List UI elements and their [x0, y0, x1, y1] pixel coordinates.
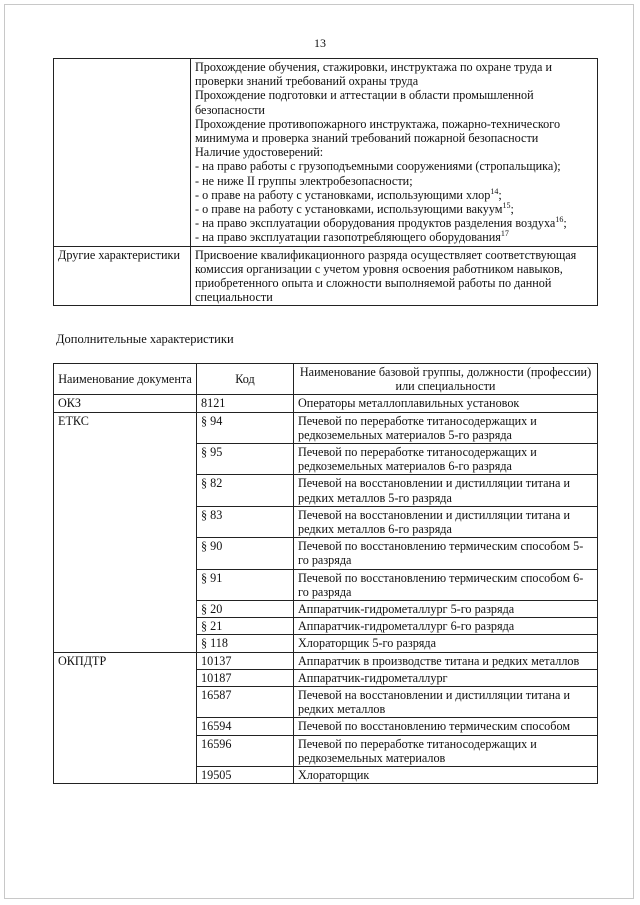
- requirement-text: - на право работы с грузоподъемными сооружениями (стропальщика);: [195, 159, 561, 174]
- profession-name-cell: Печевой на восстановлении и дистилляции титана и редких металлов 6-го разряда: [294, 506, 598, 537]
- requirement-text: - на право эксплуатации газопотребляющего оборудования: [195, 230, 501, 245]
- code-cell: 10187: [197, 669, 294, 686]
- additional-characteristics-table: [53, 363, 598, 784]
- header-name: Наименование базовой группы, должности (профессии) или специальности: [294, 364, 598, 395]
- document-name-cell: ЕТКС: [54, 412, 197, 652]
- profession-name-cell: Печевой по восстановлению термическим способом 5-го разряда: [294, 538, 598, 569]
- profession-name-cell: Печевой по переработке титаносодержащих и редкоземельных материалов 6-го разряда: [294, 444, 598, 475]
- requirement-text: Наличие удостоверений:: [195, 145, 324, 160]
- requirement-line: [195, 131, 593, 145]
- other-characteristics-text: Присвоение квалификационного разряда осуществляет соответствующая комиссия организации с учетом уровня освоения работником навыков, приобретенного опыта и сложности выполняемой работы по данной специальности: [191, 246, 598, 306]
- other-characteristics-label: Другие характеристики: [54, 246, 191, 306]
- document-name-cell: ОКЗ: [54, 395, 197, 412]
- footnote-ref: 15: [502, 200, 511, 210]
- code-cell: § 90: [197, 538, 294, 569]
- requirement-line: [195, 230, 593, 244]
- requirement-text: безопасности: [195, 102, 265, 117]
- code-cell: § 82: [197, 475, 294, 506]
- code-cell: 10137: [197, 652, 294, 669]
- profession-name-cell: Аппаратчик-гидрометаллург 6-го разряда: [294, 618, 598, 635]
- profession-name-cell: Печевой по восстановлению термическим способом: [294, 718, 598, 735]
- requirement-text: проверки знаний требований охраны труда: [195, 74, 419, 89]
- profession-name-cell: Печевой по восстановлению термическим способом 6-го разряда: [294, 569, 598, 600]
- table-header-row: [54, 364, 598, 395]
- profession-name-cell: Печевой на восстановлении и дистилляции титана и редких металлов 5-го разряда: [294, 475, 598, 506]
- section-subtitle: Дополнительные характеристики: [56, 332, 234, 346]
- header-code: Код: [197, 364, 294, 395]
- requirement-line: [195, 188, 593, 202]
- requirement-text: - на право эксплуатации оборудования продуктов разделения воздуха: [195, 216, 556, 231]
- table-row: [54, 412, 598, 443]
- requirement-line: [195, 145, 593, 159]
- requirement-line: [195, 216, 593, 230]
- code-cell: 16596: [197, 735, 294, 766]
- code-cell: 16587: [197, 687, 294, 718]
- table-cell-empty: [54, 59, 191, 247]
- table-row: [54, 59, 598, 247]
- profession-name-cell: Хлораторщик: [294, 767, 598, 784]
- table-row: [54, 395, 598, 412]
- requirement-text: минимума и проверка знаний требований пожарной безопасности: [195, 131, 539, 146]
- code-cell: 16594: [197, 718, 294, 735]
- code-cell: § 118: [197, 635, 294, 652]
- code-cell: § 91: [197, 569, 294, 600]
- code-cell: § 21: [197, 618, 294, 635]
- profession-name-cell: Хлораторщик 5-го разряда: [294, 635, 598, 652]
- code-cell: § 20: [197, 601, 294, 618]
- requirement-text: Прохождение противопожарного инструктажа, пожарно-технического: [195, 116, 561, 131]
- code-cell: 8121: [197, 395, 294, 412]
- code-cell: § 95: [197, 444, 294, 475]
- document-name-cell: ОКПДТР: [54, 652, 197, 784]
- requirement-text: - о праве на работу с установками, использующими хлор: [195, 187, 491, 202]
- profession-name-cell: Печевой по переработке титаносодержащих и редкоземельных материалов 5-го разряда: [294, 412, 598, 443]
- code-cell: 19505: [197, 767, 294, 784]
- table-row: [54, 652, 598, 669]
- footnote-ref: 14: [490, 186, 499, 196]
- requirement-text: - не ниже II группы электробезопасности;: [195, 173, 413, 188]
- requirement-line: [195, 74, 593, 88]
- requirement-line: [195, 60, 593, 74]
- header-document: Наименование документа: [54, 364, 197, 395]
- requirements-cell: [191, 59, 598, 247]
- requirement-line: [195, 88, 593, 102]
- footnote-ref: 17: [500, 229, 509, 239]
- requirement-line: [195, 174, 593, 188]
- characteristics-table: [53, 58, 598, 306]
- footnote-ref: 16: [555, 215, 564, 225]
- page-number: 13: [314, 36, 326, 50]
- profession-name-cell: Аппаратчик-гидрометаллург 5-го разряда: [294, 601, 598, 618]
- table-row: [54, 246, 598, 306]
- requirement-text: - о праве на работу с установками, использующими вакуум: [195, 202, 503, 217]
- requirement-punct: ;: [510, 202, 514, 217]
- requirement-line: [195, 103, 593, 117]
- profession-name-cell: Операторы металлоплавильных установок: [294, 395, 598, 412]
- profession-name-cell: Аппаратчик-гидрометаллург: [294, 669, 598, 686]
- requirement-punct: ;: [498, 187, 502, 202]
- code-cell: § 83: [197, 506, 294, 537]
- requirement-text: Прохождение обучения, стажировки, инструктажа по охране труда и: [195, 60, 552, 74]
- profession-name-cell: Аппаратчик в производстве титана и редких металлов: [294, 652, 598, 669]
- profession-name-cell: Печевой по переработке титаносодержащих и редкоземельных материалов: [294, 735, 598, 766]
- profession-name-cell: Печевой на восстановлении и дистилляции титана и редких металлов: [294, 687, 598, 718]
- requirement-text: Прохождение подготовки и аттестации в области промышленной: [195, 88, 534, 103]
- requirement-punct: ;: [563, 216, 567, 231]
- code-cell: § 94: [197, 412, 294, 443]
- requirement-line: [195, 117, 593, 131]
- requirement-line: [195, 159, 593, 173]
- requirement-line: [195, 202, 593, 216]
